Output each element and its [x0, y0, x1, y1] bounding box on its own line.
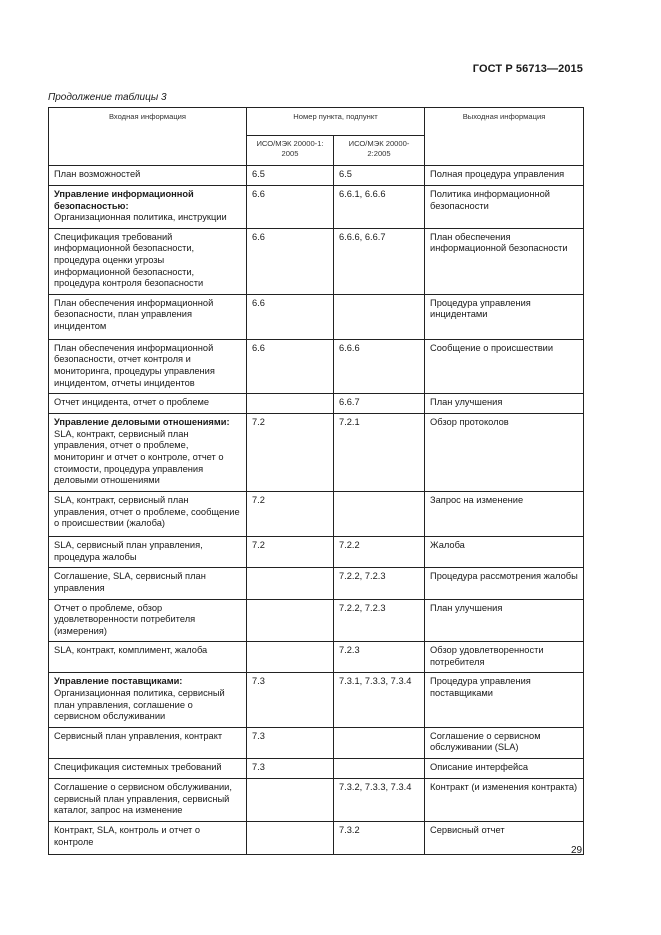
input-info-text: Организационная политика, инструкции: [54, 212, 227, 223]
input-info-cell: [49, 822, 247, 855]
table-row: [49, 228, 584, 294]
input-info-cell: [49, 599, 247, 642]
column-header-input: Входная информация: [49, 108, 247, 166]
section-heading: Управление информационной безопасностью:: [54, 189, 194, 211]
output-info-cell: Обзор протоколов: [425, 414, 584, 492]
output-info-cell: Процедура управления инцидентами: [425, 294, 584, 339]
input-info-cell: [49, 779, 247, 822]
input-info-text: План обеспечения информационной безопасности, отчет контроля и мониторинга, процедуры управления инцидентом, отчеты инцидентов: [54, 342, 215, 388]
iso1-clause-cell: 7.2: [247, 492, 334, 537]
iso2-clause-cell: [334, 492, 425, 537]
iso2-clause-cell: 6.6.6, 6.6.7: [334, 228, 425, 294]
table-row: [49, 599, 584, 642]
iso1-clause-cell: 7.3: [247, 759, 334, 779]
iso2-clause-cell: 7.3.1, 7.3.3, 7.3.4: [334, 673, 425, 727]
input-info-text: Отчет о проблеме, обзор удовлетворенности потребителя (измерения): [54, 602, 196, 636]
iso2-clause-cell: 7.2.2, 7.2.3: [334, 599, 425, 642]
input-info-text: Спецификация требований информационной безопасности, процедура оценки угрозы информационной безопасности, процедура контроля безопасности: [54, 231, 204, 289]
table-header-row: [49, 108, 584, 136]
input-info-text: Сервисный план управления, контракт: [54, 730, 223, 741]
iso1-clause-cell: 6.5: [247, 166, 334, 186]
output-info-cell: План улучшения: [425, 599, 584, 642]
input-info-text: Отчет инцидента, отчет о проблеме: [54, 397, 210, 408]
page-number: 29: [571, 845, 583, 856]
column-header-iso1: ИСО/МЭК 20000-1: 2005: [247, 136, 334, 166]
iso1-clause-cell: 7.2: [247, 537, 334, 568]
input-info-cell: [49, 568, 247, 599]
input-info-text: SLA, контракт, комплимент, жалоба: [54, 645, 208, 656]
output-info-cell: Обзор удовлетворенности потребителя: [425, 642, 584, 673]
iso2-clause-cell: 7.3.2, 7.3.3, 7.3.4: [334, 779, 425, 822]
iso1-clause-cell: [247, 599, 334, 642]
input-info-cell: [49, 673, 247, 727]
iso1-clause-cell: 6.6: [247, 294, 334, 339]
section-heading: Управление деловыми отношениями:: [54, 417, 230, 428]
output-info-cell: Сервисный отчет: [425, 822, 584, 855]
input-info-text: Спецификация системных требований: [54, 762, 222, 773]
iso2-clause-cell: [334, 759, 425, 779]
input-info-text: SLA, контракт, сервисный план управления, отчет о проблеме, мониторинг и отчет о контроле, отчет о стоимости, процедура управления деловыми отношениями: [54, 428, 224, 486]
input-info-cell: [49, 294, 247, 339]
section-heading: Управление поставщиками:: [54, 676, 183, 687]
output-info-cell: Полная процедура управления: [425, 166, 584, 186]
column-header-iso2: ИСО/МЭК 20000-2:2005: [334, 136, 425, 166]
input-info-text: Соглашение о сервисном обслуживании, сервисный план управления, сервисный каталог, запрос на изменение: [54, 782, 232, 816]
table-body: [49, 166, 584, 855]
requirements-table: [48, 107, 584, 855]
table-row: [49, 673, 584, 727]
input-info-text: План возможностей: [54, 169, 141, 179]
table-row: [49, 727, 584, 758]
output-info-cell: Политика информационной безопасности: [425, 186, 584, 229]
iso1-clause-cell: 7.3: [247, 673, 334, 727]
input-info-cell: [49, 339, 247, 393]
iso2-clause-cell: 6.6.7: [334, 394, 425, 414]
iso1-clause-cell: 6.6: [247, 186, 334, 229]
iso2-clause-cell: 7.2.1: [334, 414, 425, 492]
input-info-cell: [49, 759, 247, 779]
table-row: [49, 414, 584, 492]
iso2-clause-cell: [334, 727, 425, 758]
input-info-text: SLA, сервисный план управления, процедура жалобы: [54, 540, 203, 562]
table-row: [49, 186, 584, 229]
iso2-clause-cell: 6.5: [334, 166, 425, 186]
input-info-cell: [49, 394, 247, 414]
input-info-text: Организационная политика, сервисный план управления, соглашение о сервисном обслуживании: [54, 688, 225, 722]
input-info-cell: [49, 492, 247, 537]
table-row: [49, 537, 584, 568]
input-info-cell: [49, 537, 247, 568]
input-info-cell: [49, 228, 247, 294]
output-info-cell: Запрос на изменение: [425, 492, 584, 537]
output-info-cell: Соглашение о сервисном обслуживании (SLA): [425, 727, 584, 758]
output-info-cell: План обеспечения информационной безопасности: [425, 228, 584, 294]
input-info-text: SLA, контракт, сервисный план управления, отчет о проблеме, сообщение о происшествии (жалоба): [54, 495, 240, 529]
output-info-cell: Процедура управления поставщиками: [425, 673, 584, 727]
iso1-clause-cell: 7.2: [247, 414, 334, 492]
document-standard-header: ГОСТ Р 56713—2015: [472, 63, 583, 75]
iso2-clause-cell: 7.2.3: [334, 642, 425, 673]
table-row: [49, 642, 584, 673]
output-info-cell: Описание интерфейса: [425, 759, 584, 779]
table-caption: Продолжение таблицы 3: [48, 92, 167, 103]
table-row: [49, 822, 584, 855]
iso1-clause-cell: 6.6: [247, 339, 334, 393]
output-info-cell: Жалоба: [425, 537, 584, 568]
input-info-text: Соглашение, SLA, сервисный план управления: [54, 571, 206, 593]
iso1-clause-cell: [247, 822, 334, 855]
table-row: [49, 294, 584, 339]
iso2-clause-cell: 7.2.2: [334, 537, 425, 568]
output-info-cell: Процедура рассмотрения жалобы: [425, 568, 584, 599]
table-row: [49, 394, 584, 414]
input-info-cell: [49, 166, 247, 186]
iso2-clause-cell: [334, 294, 425, 339]
input-info-text: Контракт, SLA, контроль и отчет о контроле: [54, 825, 201, 847]
output-info-cell: Контракт (и изменения контракта): [425, 779, 584, 822]
output-info-cell: Сообщение о происшествии: [425, 339, 584, 393]
table-row: [49, 568, 584, 599]
input-info-cell: [49, 642, 247, 673]
table-row: [49, 339, 584, 393]
table-row: [49, 166, 584, 186]
iso2-clause-cell: 6.6.6: [334, 339, 425, 393]
iso2-clause-cell: 7.2.2, 7.2.3: [334, 568, 425, 599]
input-info-cell: [49, 727, 247, 758]
iso2-clause-cell: 7.3.2: [334, 822, 425, 855]
column-header-output: Выходная информация: [425, 108, 584, 166]
table-row: [49, 492, 584, 537]
iso1-clause-cell: 6.6: [247, 228, 334, 294]
table-row: [49, 759, 584, 779]
iso1-clause-cell: [247, 779, 334, 822]
iso1-clause-cell: [247, 568, 334, 599]
iso1-clause-cell: 7.3: [247, 727, 334, 758]
table-row: [49, 779, 584, 822]
output-info-cell: План улучшения: [425, 394, 584, 414]
input-info-cell: [49, 186, 247, 229]
input-info-text: План обеспечения информационной безопасности, план управления инцидентом: [54, 297, 214, 331]
iso1-clause-cell: [247, 394, 334, 414]
input-info-cell: [49, 414, 247, 492]
iso1-clause-cell: [247, 642, 334, 673]
column-header-number: Номер пункта, подпункт: [247, 108, 425, 136]
iso2-clause-cell: 6.6.1, 6.6.6: [334, 186, 425, 229]
